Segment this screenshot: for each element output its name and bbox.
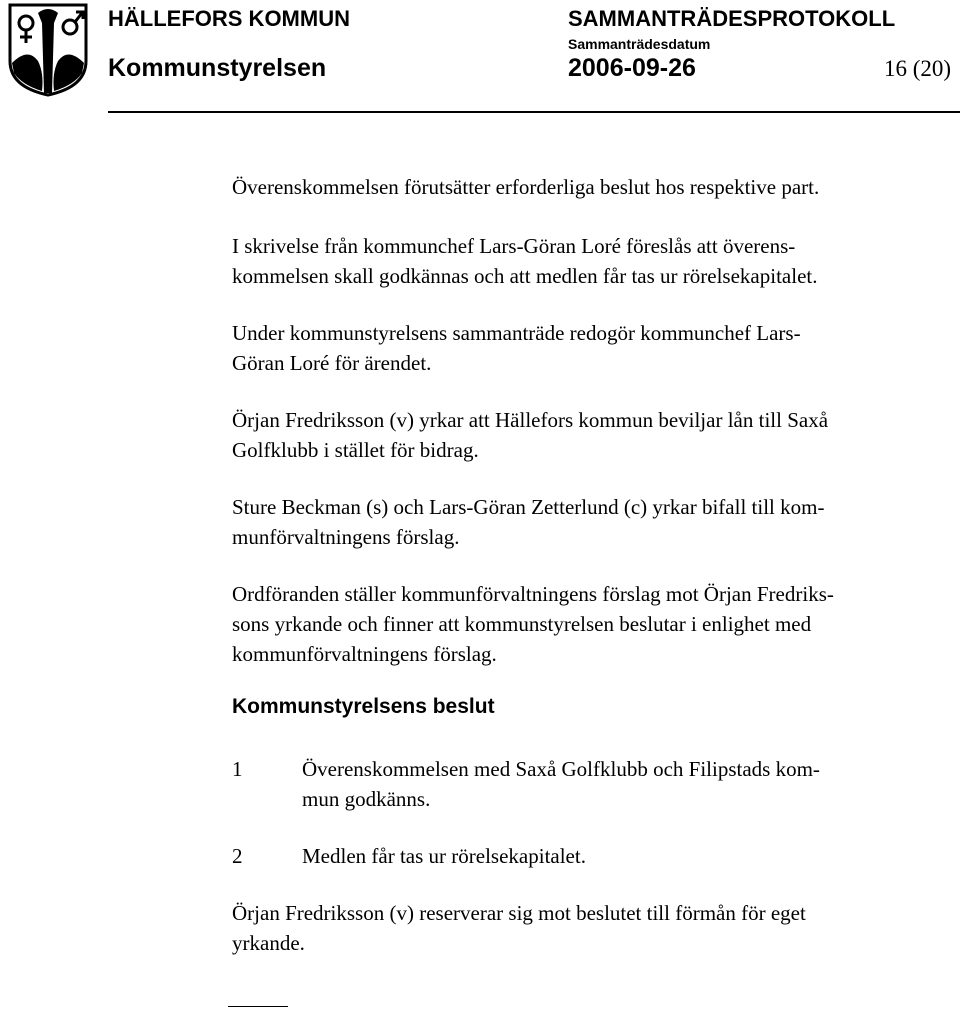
paragraph-motion-support [232,492,952,552]
decision-line: Överenskommelsen med Saxå Golfklubb och Filipstads kom- [302,757,820,781]
header-divider [108,111,960,113]
decision-line: Medlen får tas ur rörelsekapitalet. [302,844,586,868]
paragraph-line: sons yrkande och finner att kommunstyrelsen beslutar i enlighet med [232,612,812,636]
decision-number: 1 [232,757,243,781]
paragraph-line: Sture Beckman (s) och Lars-Göran Zetterlund (c) yrkar bifall till kom- [232,495,825,519]
decision-text [302,754,942,814]
decision-heading: Kommunstyrelsens beslut [232,695,495,718]
paragraph-reservation [232,898,952,958]
meeting-date: 2006-09-26 [568,54,696,82]
meeting-date-label: Sammanträdesdatum [568,36,711,52]
municipality-name: HÄLLEFORS KOMMUN [108,6,350,31]
paragraph-line: munförvaltningens förslag. [232,525,460,549]
paragraph-line: Under kommunstyrelsens sammanträde redogör kommunchef Lars- [232,321,801,345]
page-number: 16 (20) [884,56,952,81]
committee-name: Kommunstyrelsen [108,54,327,82]
paragraph-line: Överenskommelsen förutsätter erforderliga beslut hos respektive part. [232,175,820,199]
paragraph-line: Örjan Fredriksson (v) yrkar att Hällefors kommun beviljar lån till Saxå [232,408,829,432]
paragraph-line: kommelsen skall godkännas och att medlen får tas ur rörelsekapitalet. [232,264,818,288]
municipal-crest-logo [8,3,88,97]
paragraph-proposal [232,231,952,291]
paragraph-line: Golfklubb i stället för bidrag. [232,438,479,462]
paragraph-line: Örjan Fredriksson (v) reserverar sig mot beslutet till förmån för eget [232,901,806,925]
paragraph-agreement-conditions [232,172,952,202]
decision-text [302,841,942,871]
decision-line: mun godkänns. [302,787,431,811]
paragraph-line: kommunförvaltningens förslag. [232,642,497,666]
paragraph-line: I skrivelse från kommunchef Lars-Göran Loré föreslås att överens- [232,234,796,258]
paragraph-motion-loan [232,405,952,465]
decision-number: 2 [232,844,243,868]
paragraph-line: yrkande. [232,931,305,955]
section-end-rule [228,1006,288,1007]
paragraph-chair-ruling [232,579,952,669]
paragraph-presentation [232,318,952,378]
paragraph-line: Ordföranden ställer kommunförvaltningens förslag mot Örjan Fredriks- [232,582,834,606]
paragraph-line: Göran Loré för ärendet. [232,351,432,375]
document-type: SAMMANTRÄDESPROTOKOLL [568,6,896,31]
